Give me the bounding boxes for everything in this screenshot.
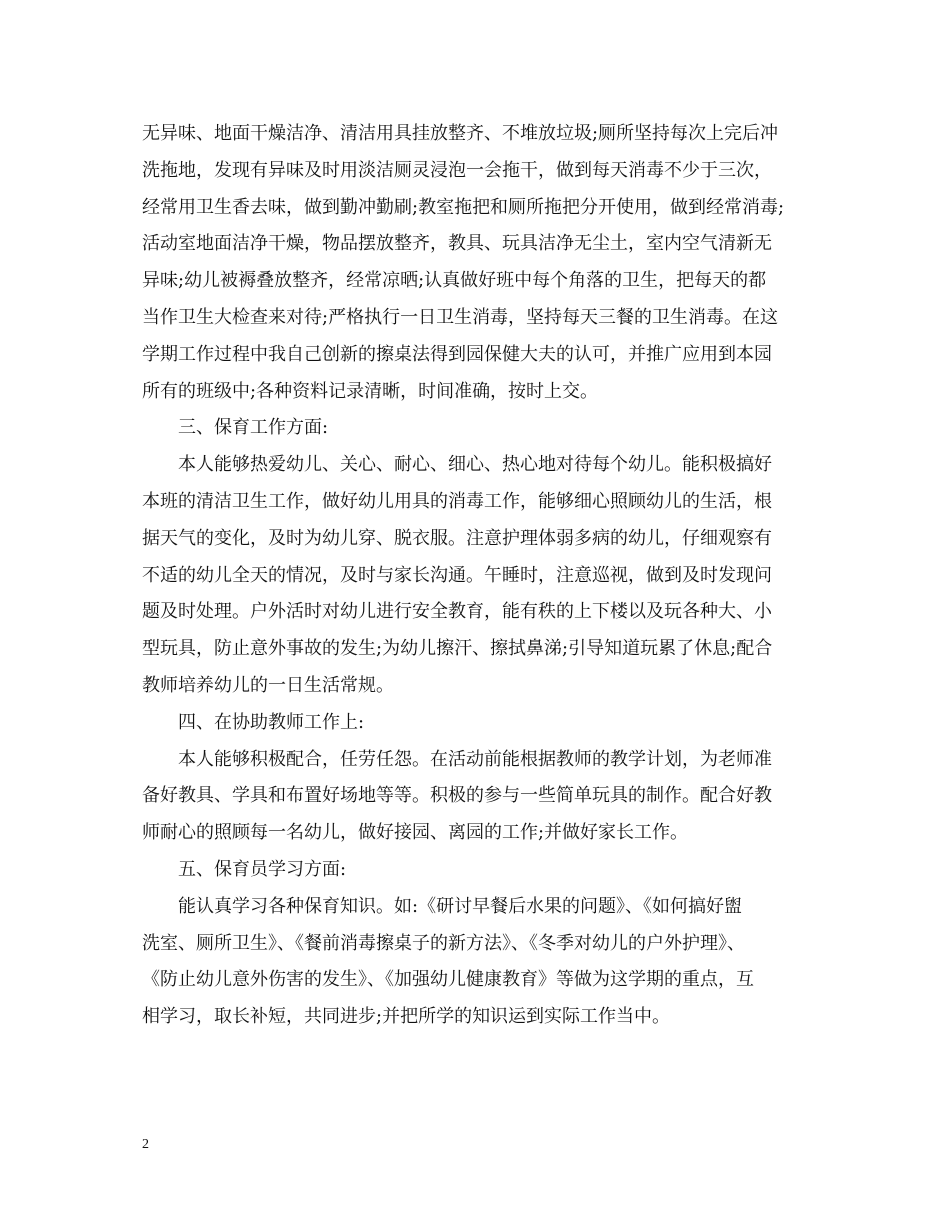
text-line: 经常用卫生香去味，做到勤冲勤刷;教室拖把和厕所拖把分开使用，做到经常消毒; (142, 196, 785, 218)
text-line: 洗拖地，发现有异味及时用淡洁厕灵浸泡一会拖干，做到每天消毒不少于三次， (142, 159, 772, 181)
text-line: 活动室地面洁净干燥，物品摆放整齐，教具、玩具洁净无尘土，室内空气清新无 (142, 233, 772, 255)
text-line: 备好教具、学具和布置好场地等等。积极的参与一些简单玩具的制作。配合好教 (142, 785, 772, 807)
text-line: 三、保育工作方面: (178, 417, 329, 439)
page-number: 2 (142, 1137, 149, 1152)
text-line: 教师培养幼儿的一日生活常规。 (142, 674, 394, 696)
text-line: 据天气的变化，及时为幼儿穿、脱衣服。注意护理体弱多病的幼儿，仔细观察有 (142, 527, 772, 549)
text-line: 洗室、厕所卫生》、《餐前消毒擦桌子的新方法》、《冬季对幼儿的户外护理》、 (142, 932, 745, 954)
text-line: 本人能够积极配合，任劳任怨。在活动前能根据教师的教学计划，为老师准 (178, 748, 772, 770)
text-line: 四、在协助教师工作上: (178, 711, 365, 733)
text-line: 师耐心的照顾每一名幼儿，做好接园、离园的工作;并做好家长工作。 (142, 822, 689, 844)
text-line: 相学习，取长补短，共同进步;并把所学的知识运到实际工作当中。 (142, 1006, 671, 1028)
text-line: 所有的班级中;各种资料记录清晰，时间准确，按时上交。 (142, 380, 599, 402)
text-line: 五、保育员学习方面: (178, 858, 347, 880)
document-body (142, 116, 822, 1036)
text-line: 能认真学习各种保育知识。如:《研讨早餐后水果的问题》、《如何搞好盥 (178, 895, 743, 917)
text-line: 异味;幼儿被褥叠放整齐，经常凉晒;认真做好班中每个角落的卫生，把每天的都 (142, 270, 767, 292)
text-line: 本班的清洁卫生工作，做好幼儿用具的消毒工作，能够细心照顾幼儿的生活，根 (142, 490, 772, 512)
text-line: 本人能够热爱幼儿、关心、耐心、细心、热心地对待每个幼儿。能积极搞好 (178, 454, 772, 476)
text-line: 《防止幼儿意外伤害的发生》、《加强幼儿健康教育》等做为这学期的重点，互 (142, 969, 754, 991)
text-line: 题及时处理。户外活时对幼儿进行安全教育，能有秩的上下楼以及玩各种大、小 (142, 601, 772, 623)
text-line: 无异味、地面干燥洁净、清洁用具挂放整齐、不堆放垃圾;厕所坚持每次上完后冲 (142, 123, 779, 144)
text-line: 型玩具，防止意外事故的发生;为幼儿擦汗、擦拭鼻涕;引导知道玩累了休息;配合 (142, 638, 773, 660)
text-line: 学期工作过程中我自己创新的擦桌法得到园保健大夫的认可，并推广应用到本园 (142, 343, 772, 365)
text-line: 当作卫生大检查来对待;严格执行一日卫生消毒，坚持每天三餐的卫生消毒。在这 (142, 306, 779, 328)
text-line: 不适的幼儿全天的情况，及时与家长沟通。午睡时，注意巡视，做到及时发现问 (142, 564, 772, 586)
